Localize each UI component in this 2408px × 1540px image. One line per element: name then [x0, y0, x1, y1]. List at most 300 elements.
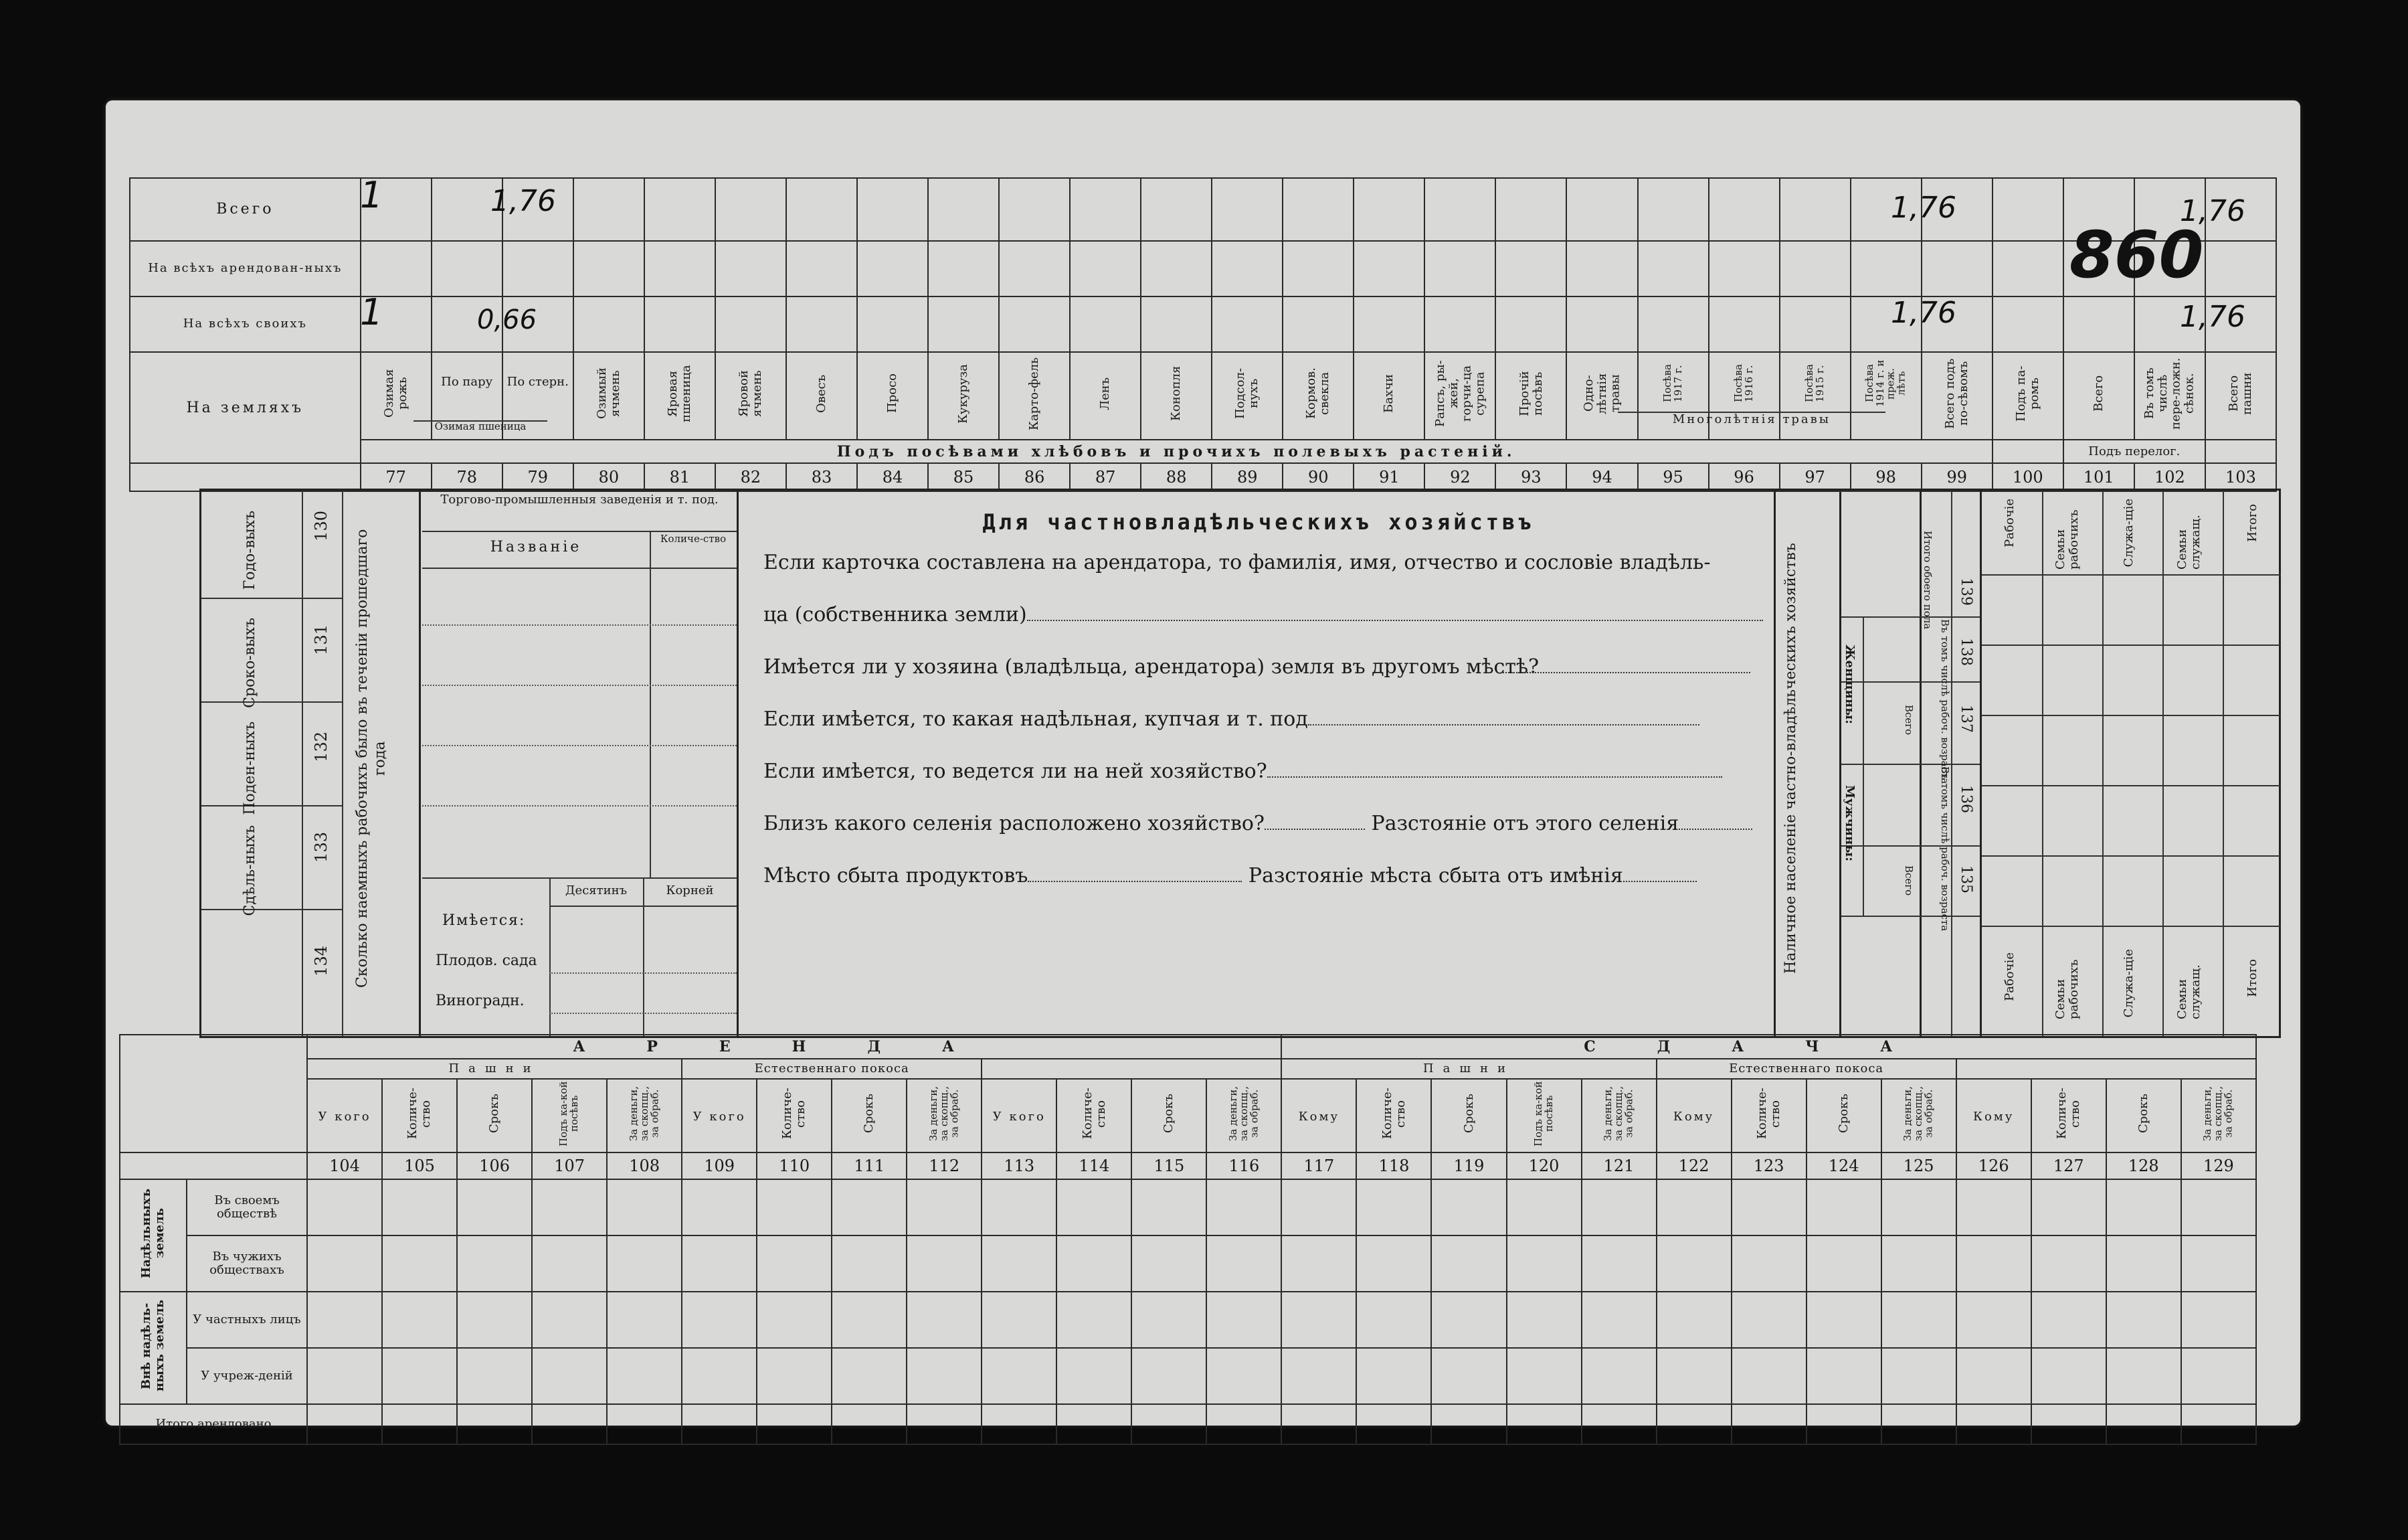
data-cell[interactable] — [1507, 1348, 1582, 1404]
data-cell[interactable] — [457, 1404, 532, 1444]
data-cell[interactable] — [999, 296, 1070, 352]
answer-village-distance-line[interactable] — [1679, 829, 1752, 830]
data-cell[interactable] — [757, 1179, 832, 1235]
data-cell[interactable] — [607, 1404, 682, 1444]
data-cell[interactable] — [1657, 1348, 1732, 1404]
data-cell[interactable] — [1431, 1404, 1506, 1444]
data-cell[interactable] — [832, 1179, 907, 1235]
data-cell[interactable] — [607, 1235, 682, 1292]
hired-block — [201, 491, 421, 1036]
data-cell[interactable] — [1424, 296, 1495, 352]
hired-label-sdelnyh: Сдѣль-ныхъ — [242, 825, 258, 916]
lease-data-row — [120, 1179, 2256, 1235]
column-number: 98 — [1851, 463, 1922, 491]
data-cell[interactable] — [382, 1292, 457, 1348]
data-cell[interactable] — [1922, 241, 1993, 296]
data-cell[interactable] — [532, 1348, 607, 1404]
crop-header — [1993, 352, 2063, 440]
data-cell[interactable] — [1881, 1348, 1956, 1404]
data-cell[interactable] — [2181, 1179, 2256, 1235]
data-cell[interactable] — [1212, 178, 1283, 241]
lease-col-header-label: За деньги, за скопщ., за обраб. — [1902, 1086, 1935, 1142]
data-cell[interactable] — [1709, 178, 1780, 241]
data-cell[interactable] — [682, 1235, 757, 1292]
data-cell[interactable] — [1283, 178, 1354, 241]
column-number: 86 — [999, 463, 1070, 491]
data-cell[interactable] — [1354, 178, 1424, 241]
right-header-line — [1982, 574, 2281, 576]
data-cell[interactable] — [532, 1179, 607, 1235]
data-cell[interactable] — [1056, 1292, 1131, 1348]
data-cell[interactable] — [2181, 1348, 2256, 1404]
lease-col-header — [457, 1079, 532, 1152]
crop-header — [1638, 352, 1709, 440]
data-cell[interactable] — [1657, 1179, 1732, 1235]
column-number: 100 — [1993, 463, 2063, 491]
data-cell[interactable] — [382, 1348, 457, 1404]
group-pashni: Пашни — [1281, 1059, 1656, 1079]
data-cell[interactable] — [757, 1235, 832, 1292]
column-number: 126 — [1956, 1152, 2031, 1179]
column-number: 84 — [857, 463, 928, 491]
data-cell[interactable] — [307, 1179, 382, 1235]
data-cell[interactable] — [1495, 296, 1566, 352]
data-cell[interactable] — [1206, 1292, 1281, 1348]
lease-col-header — [1807, 1079, 1881, 1152]
data-cell[interactable] — [1356, 1348, 1431, 1404]
data-cell[interactable] — [432, 241, 502, 296]
hw-vsego-79: 1,76 — [490, 184, 556, 218]
data-cell[interactable] — [457, 1292, 532, 1348]
data-cell[interactable] — [1993, 178, 2063, 241]
data-cell[interactable] — [382, 1235, 457, 1292]
data-cell[interactable] — [982, 1235, 1056, 1292]
data-cell[interactable] — [999, 241, 1070, 296]
answer-farming-line[interactable] — [1267, 776, 1722, 778]
data-cell[interactable] — [1206, 1348, 1281, 1404]
data-cell[interactable] — [982, 1404, 1056, 1444]
crop-header — [999, 352, 1070, 440]
crop-header-label: Карто-фель — [1027, 357, 1042, 431]
data-cell[interactable] — [1070, 178, 1141, 241]
crop-header — [2205, 352, 2276, 440]
data-cell[interactable] — [682, 1348, 757, 1404]
data-cell[interactable] — [307, 1348, 382, 1404]
data-cell[interactable] — [1732, 1292, 1807, 1348]
data-cell[interactable] — [457, 1235, 532, 1292]
data-cell[interactable] — [1212, 241, 1283, 296]
data-cell[interactable] — [1807, 1348, 1881, 1404]
data-cell[interactable] — [457, 1348, 532, 1404]
data-cell[interactable] — [1881, 1235, 1956, 1292]
right-row-line — [1982, 645, 2281, 646]
data-cell[interactable] — [757, 1404, 832, 1444]
right-col-rabochie-bottom: Рабочіе — [2003, 952, 2017, 1001]
crop-header-label: По стерн. — [506, 375, 569, 390]
data-cell[interactable] — [1638, 178, 1709, 241]
data-cell[interactable] — [928, 241, 999, 296]
crop-header-label: Кормов. свекла — [1304, 368, 1332, 420]
crop-header-label: Подъ па-ромъ — [2013, 365, 2041, 422]
data-cell[interactable] — [1732, 1404, 1807, 1444]
data-cell[interactable] — [1056, 1404, 1131, 1444]
data-cell[interactable] — [2205, 241, 2276, 296]
column-number: 81 — [644, 463, 715, 491]
lease-row-label: Въ своемъ обществѣ — [187, 1179, 307, 1235]
data-cell[interactable] — [1732, 1235, 1807, 1292]
column-number: 95 — [1638, 463, 1709, 491]
data-cell[interactable] — [2106, 1348, 2181, 1404]
data-cell[interactable] — [832, 1292, 907, 1348]
data-cell[interactable] — [1657, 1235, 1732, 1292]
data-cell[interactable] — [1131, 1235, 1206, 1292]
data-cell[interactable] — [1881, 1179, 1956, 1235]
middle-section — [199, 489, 2281, 1038]
data-cell[interactable] — [1507, 1179, 1582, 1235]
data-cell[interactable] — [1283, 296, 1354, 352]
lease-table — [119, 1034, 2257, 1445]
question-1b — [763, 603, 1763, 626]
lease-col-header — [307, 1079, 382, 1152]
data-cell[interactable] — [644, 241, 715, 296]
lease-col-header — [757, 1079, 832, 1152]
data-cell[interactable] — [2106, 1179, 2181, 1235]
answer-village-line[interactable] — [1265, 829, 1365, 830]
crop-header — [1283, 352, 1354, 440]
data-cell[interactable] — [1807, 1292, 1881, 1348]
data-cell[interactable] — [1709, 241, 1780, 296]
pop-male-rab: Въ томъ числѣ рабоч. возраста — [1939, 766, 1951, 932]
data-cell[interactable] — [907, 1348, 982, 1404]
lease-col-header — [1732, 1079, 1807, 1152]
data-cell[interactable] — [982, 1179, 1056, 1235]
data-cell[interactable] — [1657, 1292, 1732, 1348]
data-cell[interactable] — [307, 1404, 382, 1444]
data-cell[interactable] — [2106, 1235, 2181, 1292]
data-cell[interactable] — [1993, 241, 2063, 296]
data-cell[interactable] — [682, 1179, 757, 1235]
data-cell[interactable] — [2031, 1348, 2106, 1404]
column-number: 85 — [928, 463, 999, 491]
data-cell[interactable] — [1356, 1235, 1431, 1292]
data-cell[interactable] — [857, 178, 928, 241]
column-number: 106 — [457, 1152, 532, 1179]
trade-qty-header: Количе-ство — [660, 533, 727, 545]
data-cell[interactable] — [1881, 1404, 1956, 1444]
data-cell[interactable] — [1354, 241, 1424, 296]
data-cell[interactable] — [1638, 296, 1709, 352]
data-cell[interactable] — [1507, 1404, 1582, 1444]
data-cell[interactable] — [928, 296, 999, 352]
data-cell[interactable] — [1056, 1348, 1131, 1404]
data-cell[interactable] — [607, 1179, 682, 1235]
data-cell[interactable] — [1582, 1292, 1657, 1348]
hired-row-line — [201, 598, 343, 599]
data-cell[interactable] — [682, 1292, 757, 1348]
data-cell[interactable] — [1206, 1235, 1281, 1292]
crop-header-label: Посѣва 1915 г. — [1802, 365, 1826, 403]
data-cell[interactable] — [1141, 241, 1212, 296]
column-number: 107 — [532, 1152, 607, 1179]
crop-header — [715, 352, 786, 440]
data-cell[interactable] — [1657, 1404, 1732, 1444]
data-cell[interactable] — [928, 178, 999, 241]
data-cell[interactable] — [1732, 1348, 1807, 1404]
question-5b-text: Разстояніе отъ этого селенія — [1371, 812, 1679, 835]
data-cell[interactable] — [907, 1235, 982, 1292]
data-cell[interactable] — [1807, 1235, 1881, 1292]
data-cell[interactable] — [382, 1179, 457, 1235]
answer-other-land-line[interactable] — [1503, 672, 1750, 673]
data-cell[interactable] — [307, 1292, 382, 1348]
data-cell[interactable] — [1507, 1235, 1582, 1292]
data-cell[interactable] — [1131, 1404, 1206, 1444]
data-cell[interactable] — [1056, 1179, 1131, 1235]
data-cell[interactable] — [532, 1235, 607, 1292]
data-cell[interactable] — [682, 1404, 757, 1444]
data-cell[interactable] — [532, 1292, 607, 1348]
data-cell[interactable] — [1206, 1179, 1281, 1235]
lease-col-header — [2031, 1079, 2106, 1152]
banner-pod-posevami: Подъ посѣвами хлѣбовъ и прочихъ полевыхъ растеній. — [361, 440, 1993, 463]
data-cell[interactable] — [1495, 241, 1566, 296]
crop-header — [1922, 352, 1993, 440]
lease-data-row — [120, 1292, 2256, 1348]
data-cell[interactable] — [1356, 1404, 1431, 1444]
data-cell[interactable] — [1431, 1348, 1506, 1404]
column-number: 125 — [1881, 1152, 1956, 1179]
column-number: 79 — [502, 463, 573, 491]
data-cell[interactable] — [361, 241, 432, 296]
column-number: 116 — [1206, 1152, 1281, 1179]
data-cell[interactable] — [757, 1348, 832, 1404]
data-cell[interactable] — [982, 1292, 1056, 1348]
data-cell[interactable] — [644, 296, 715, 352]
data-cell[interactable] — [757, 1292, 832, 1348]
data-cell[interactable] — [502, 241, 573, 296]
data-cell[interactable] — [832, 1404, 907, 1444]
data-cell[interactable] — [786, 296, 857, 352]
data-cell[interactable] — [1851, 241, 1922, 296]
data-cell[interactable] — [457, 1179, 532, 1235]
column-number: 77 — [361, 463, 432, 491]
data-cell[interactable] — [1056, 1235, 1131, 1292]
right-row-line — [1982, 855, 2281, 857]
data-cell[interactable] — [1131, 1348, 1206, 1404]
data-cell[interactable] — [607, 1348, 682, 1404]
right-row-line — [1982, 715, 2281, 716]
crop-header — [644, 352, 715, 440]
hired-num-130: 130 — [312, 511, 331, 541]
data-cell[interactable] — [907, 1179, 982, 1235]
data-cell[interactable] — [1281, 1404, 1356, 1444]
lease-col-header — [682, 1079, 757, 1152]
data-cell[interactable] — [1780, 296, 1851, 352]
trade-title: Торгово-промышленныя заведенія и т. под. — [440, 493, 719, 507]
data-cell[interactable] — [832, 1348, 907, 1404]
data-cell[interactable] — [1283, 241, 1354, 296]
answer-market-line[interactable] — [1028, 881, 1242, 882]
question-1b-text: ца (собственника земли) — [763, 603, 1027, 626]
data-cell[interactable] — [999, 178, 1070, 241]
data-cell[interactable] — [2106, 1292, 2181, 1348]
lease-col-header-label: Срокъ — [862, 1094, 876, 1134]
data-cell[interactable] — [1956, 1292, 2031, 1348]
column-number: 88 — [1141, 463, 1212, 491]
trade-title-line — [422, 531, 737, 532]
data-cell[interactable] — [1281, 1179, 1356, 1235]
column-number: 128 — [2106, 1152, 2181, 1179]
data-cell[interactable] — [982, 1348, 1056, 1404]
data-cell[interactable] — [1495, 178, 1566, 241]
data-cell[interactable] — [573, 241, 644, 296]
data-cell[interactable] — [1431, 1292, 1506, 1348]
data-cell[interactable] — [2031, 1179, 2106, 1235]
data-cell[interactable] — [1566, 296, 1637, 352]
data-cell[interactable] — [1956, 1348, 2031, 1404]
lease-col-header — [982, 1079, 1056, 1152]
pop-female-rab: Въ томъ числѣ рабоч. возраста — [1939, 619, 1951, 784]
data-cell[interactable] — [1431, 1235, 1506, 1292]
data-cell[interactable] — [1070, 296, 1141, 352]
lease-row-label: У учреж-деній — [187, 1348, 307, 1404]
data-cell[interactable] — [1141, 296, 1212, 352]
data-cell[interactable] — [832, 1235, 907, 1292]
lease-col-header-label: Срокъ — [1461, 1094, 1476, 1134]
data-cell[interactable] — [1356, 1179, 1431, 1235]
data-cell[interactable] — [1281, 1348, 1356, 1404]
data-cell[interactable] — [1881, 1292, 1956, 1348]
pop-num-139: 139 — [1958, 578, 1974, 606]
data-cell[interactable] — [1780, 178, 1851, 241]
data-cell[interactable] — [907, 1404, 982, 1444]
lease-col-header-label: У кого — [992, 1109, 1046, 1124]
data-cell[interactable] — [1993, 296, 2063, 352]
column-number: 105 — [382, 1152, 457, 1179]
data-cell[interactable] — [607, 1292, 682, 1348]
data-cell[interactable] — [715, 178, 786, 241]
data-cell[interactable] — [1638, 241, 1709, 296]
column-number: 92 — [1424, 463, 1495, 491]
column-number: 96 — [1709, 463, 1780, 491]
right-col-line — [2042, 491, 2043, 1036]
questions-block — [740, 491, 1777, 1036]
hired-row-line — [201, 909, 343, 910]
right-col-sluzh-bottom: Служа-щіе — [2122, 949, 2136, 1018]
data-cell[interactable] — [1780, 241, 1851, 296]
data-cell[interactable] — [382, 1404, 457, 1444]
crop-header-label: Овесъ — [814, 374, 829, 414]
data-cell[interactable] — [2031, 1292, 2106, 1348]
lease-number-corner — [120, 1152, 307, 1179]
arenda-title: АРЕНДА — [307, 1035, 1281, 1059]
data-cell[interactable] — [1131, 1179, 1206, 1235]
data-cell[interactable] — [715, 241, 786, 296]
group-pokosa: Естественнаго покоса — [1657, 1059, 1956, 1079]
data-cell[interactable] — [1709, 296, 1780, 352]
answer-market-distance-line[interactable] — [1623, 881, 1697, 882]
data-cell[interactable] — [1424, 241, 1495, 296]
data-cell[interactable] — [857, 296, 928, 352]
data-cell[interactable] — [1356, 1292, 1431, 1348]
crop-header — [2063, 352, 2134, 440]
data-cell[interactable] — [1807, 1404, 1881, 1444]
data-cell[interactable] — [1582, 1348, 1657, 1404]
column-number: 121 — [1582, 1152, 1657, 1179]
data-cell[interactable] — [1956, 1404, 2031, 1444]
data-cell[interactable] — [1281, 1235, 1356, 1292]
crop-header — [1424, 352, 1495, 440]
data-cell[interactable] — [1141, 178, 1212, 241]
data-cell[interactable] — [1131, 1292, 1206, 1348]
data-cell[interactable] — [1956, 1235, 2031, 1292]
data-cell[interactable] — [786, 241, 857, 296]
data-cell[interactable] — [1431, 1179, 1506, 1235]
data-cell[interactable] — [1582, 1404, 1657, 1444]
data-cell[interactable] — [907, 1292, 982, 1348]
data-cell[interactable] — [715, 296, 786, 352]
data-cell[interactable] — [1354, 296, 1424, 352]
lease-data-row — [120, 1348, 2256, 1404]
group-nadel-label: Надѣльныхъ земель — [139, 1189, 167, 1278]
data-cell[interactable] — [2181, 1235, 2256, 1292]
data-cell[interactable] — [1807, 1179, 1881, 1235]
data-cell[interactable] — [2181, 1404, 2256, 1444]
hired-row-line — [201, 805, 343, 806]
lease-col-header-label: Количе-ство — [1380, 1088, 1408, 1140]
data-cell[interactable] — [1206, 1404, 1281, 1444]
data-cell[interactable] — [1956, 1179, 2031, 1235]
answer-land-type-line[interactable] — [1308, 724, 1699, 725]
data-cell[interactable] — [1070, 241, 1141, 296]
data-cell[interactable] — [1732, 1179, 1807, 1235]
lease-col-header-label: За деньги, за скопщ., за обраб. — [1226, 1086, 1261, 1142]
data-cell[interactable] — [786, 178, 857, 241]
data-cell[interactable] — [644, 178, 715, 241]
data-cell[interactable] — [2031, 1235, 2106, 1292]
answer-owner-line[interactable] — [1027, 620, 1763, 621]
crop-header-label: Озимая рожь — [381, 369, 409, 418]
question-1: Если карточка составлена на арендатора, то фамилія, имя, отчество и сословіе владѣль- — [763, 551, 1711, 574]
data-cell[interactable] — [1212, 296, 1283, 352]
crop-header-label: Просо — [885, 374, 900, 414]
data-cell[interactable] — [1566, 178, 1637, 241]
data-cell[interactable] — [2031, 1404, 2106, 1444]
data-cell[interactable] — [1424, 178, 1495, 241]
crop-header-label: Рапсъ, ры-жей, горчи-ца сурепа — [1432, 360, 1487, 428]
data-cell[interactable] — [1507, 1292, 1582, 1348]
data-cell[interactable] — [1566, 241, 1637, 296]
data-cell[interactable] — [2106, 1404, 2181, 1444]
hired-num-132: 132 — [312, 732, 331, 762]
data-cell[interactable] — [857, 241, 928, 296]
data-cell[interactable] — [307, 1235, 382, 1292]
column-number: 101 — [2063, 463, 2134, 491]
data-cell[interactable] — [573, 296, 644, 352]
row-label-vsego: Всего — [130, 178, 361, 241]
data-cell[interactable] — [1281, 1292, 1356, 1348]
data-cell[interactable] — [2181, 1292, 2256, 1348]
data-cell[interactable] — [532, 1404, 607, 1444]
right-col-itogo-bottom: Итого — [2245, 959, 2259, 997]
data-cell[interactable] — [1582, 1235, 1657, 1292]
data-cell[interactable] — [1582, 1179, 1657, 1235]
data-cell[interactable] — [573, 178, 644, 241]
column-number: 102 — [2134, 463, 2205, 491]
lease-total-row — [120, 1404, 2256, 1444]
group-vne-label: Внѣ надѣль-ныхъ земель — [139, 1300, 167, 1392]
data-cell[interactable] — [2063, 296, 2134, 352]
